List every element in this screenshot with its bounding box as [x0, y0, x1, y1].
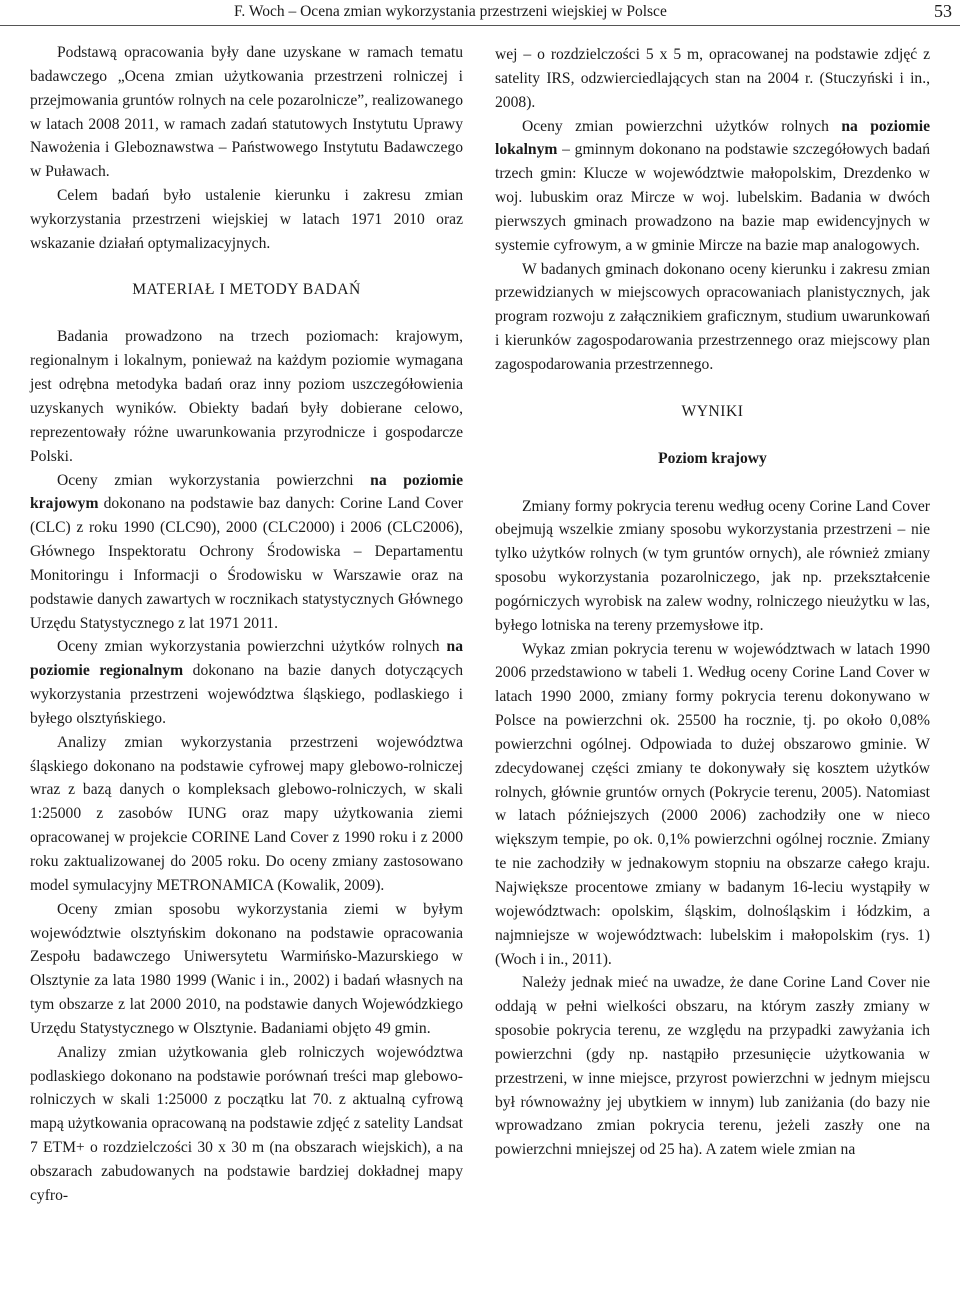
paragraph-text: Oceny zmian powierzchni użytków rolnych: [522, 117, 842, 135]
header-rule: [0, 25, 960, 26]
paragraph: wej – o rozdzielczości 5 x 5 m, opracowanej na podstawie zdjęć z satelity IRS, odzwierciedlających stan na 2004 r. (Stuczyński i in., 2008).: [495, 46, 930, 111]
paragraph: Badania prowadzono na trzech poziomach: krajowym, regionalnym i lokalnym, ponieważ na każdym poziomie wymagana jest odrębna metodyka badań oraz inny poziom uszczegółowienia uzyskanych wyników. Obiekty badań były dobierane celowo, reprezentowały różne uwarunkowania przyrodnicze i gospodarcze Polski.: [30, 328, 463, 465]
paragraph-text: Oceny zmian wykorzystania powierzchni: [57, 471, 371, 489]
paragraph: Zmiany formy pokrycia terenu według oceny Corine Land Cover obejmują wszelkie zmiany sposobu wykorzystania przestrzeni – nie tylko użytków rolnych (w tym gruntów ornych), ale również zmiany sposobu wykorzystania pozarolniczego, jak np. przekształcenie pogórniczych wyrobisk na zalew wodny, rolniczego nieużytku w las, byłego lotniska na tereny przemysłowe itp.: [495, 497, 930, 634]
paragraph-text: Oceny zmian wykorzystania powierzchni użytków rolnych: [57, 638, 447, 656]
paragraph: Analizy zmian użytkowania gleb rolniczych województwa podlaskiego dokonano na podstawie porównań treści map glebowo-rolniczych w skali 1:25000 z początku lat 70. z aktualną cyfrową mapą użytkowania opracowaną na podstawie zdjęć z satelity Landsat 7 ETM+ o rozdzielczości 30 x 30 m (na obszarach wiejskich), a na obszarach zabudowanych na podstawie bardziej dokładnej mapy cyfro-: [30, 1043, 463, 1204]
paragraph: Oceny zmian sposobu wykorzystania ziemi w byłym województwie olsztyńskim dokonano na podstawie opracowania Zespołu badawczego Uniwersytetu Warmińsko-Mazurskiego w Olsztynie za lata 1980 1999 (Wanic i in., 2002) i badań własnych na tym obszarze z lat 2000 2010, na podstawie danych Wojewódzkiego Urzędu Statystycznego w Olsztynie. Badaniami objęto 49 gmin.: [30, 900, 463, 1037]
paragraph: Analizy zmian wykorzystania przestrzeni województwa śląskiego dokonano na podstawie cyfrowej mapy glebowo-rolniczej wraz z bazą danych o kompleksach glebowo-rolniczych, w skali 1:25000 z zasobów IUNG oraz mapy użytkowania ziemi opracowanej w projekcie CORINE Land Cover z 1990 roku i z 2000 roku zaktualizowanej do 2005 roku. Do oceny zmiany zastosowano model symulacyjny METRONAMICA (Kowalik, 2009).: [30, 733, 463, 894]
paragraph: Wykaz zmian pokrycia terenu w województwach w latach 1990 2006 przedstawiono w tabeli 1. Według oceny Corine Land Cover w latach 1990 2000, zmiany formy pokrycia terenu dokonywano w Polsce na powierzchni ok. 25500 ha rocznie, tj. po około 0,08% powierzchni ogólnej. Odpowiada to dużej obszarowo gminie. W zdecydowanej części zmiany te dokonywały się kosztem użytków rolnych, głównie gruntów ornych (Pokrycie terenu, 2005). Natomiast w latach późniejszych (2000 2006) zachodziły one w nieco większym tempie, po ok. 0,1% powierzchni ogólnej rocznie. Zmiany te nie zachodziły w jednakowym stopniu na obszarze całego kraju. Największe procentowe zmiany w badanym 16-leciu wystąpiły w województwach: opolskim, śląskim, dolnośląskim i łódzkim, a najmniejsze w województwach: lubelskim i małopolskim (rys. 1) (Woch i in., 2011).: [495, 640, 930, 968]
paragraph: Celem badań było ustalenie kierunku i zakresu zmian wykorzystania przestrzeni wiejskiej w latach 1971 2010 oraz wskazanie działań optymalizacyjnych.: [30, 187, 463, 252]
paragraph-text: dokonano na bazie danych dotyczących wykorzystania przestrzeni województwa śląskiego, podlaskiego i byłego olsztyńskiego.: [30, 662, 463, 727]
section-heading-results: WYNIKI: [681, 402, 744, 420]
page-header: [0, 0, 960, 30]
subsection-heading: Poziom krajowy: [658, 449, 767, 467]
running-head: F. Woch – Ocena zmian wykorzystania przestrzeni wiejskiej w Polsce: [234, 3, 667, 20]
paragraph-text: dokonano na podstawie baz danych: Corine Land Cover (CLC) z roku 1990 (CLC90), 2000 (CLC2000) i 2006 (CLC2006), Głównego Inspektoratu Ochrony Środowiska – Departamentu Monitoringu i Informacji o Środowisku w Warszawie oraz na podstawie danych zawartych w rocznikach statystycznych Głównego Urzędu Statystycznego z lat 1971 2011.: [30, 495, 463, 632]
bold-term: na poziomie lokalnym: [495, 117, 930, 159]
left-column: [30, 41, 463, 1208]
bold-term: na poziomie regionalnym: [30, 638, 463, 680]
page-number: 53: [934, 1, 952, 21]
paragraph: Należy jednak mieć na uwadze, że dane Corine Land Cover nie oddają w pełni wielkości obszaru, na którym zaszły zmiany w sposobie pokrycia terenu, ze względu na przypadki zawyżania ich powierzchni (gdy np. nastąpiło przesunięcie użytkowania w przestrzeni, w inne miejsce, przyrost powierzchni w jednym miejscu był równoważny jej ubytkiem w innym) lub zaniżania (do bazy nie wprowadzano zmian pokrycia terenu, jeżeli zaszły one na powierzchni mniejszej od 25 ha). A zatem wiele zmian na: [495, 974, 930, 1159]
section-heading-methods: MATERIAŁ I METODY BADAŃ: [132, 280, 361, 298]
paragraph: [30, 469, 463, 636]
paragraph: [30, 635, 463, 730]
bold-term: na poziomie krajowym: [30, 471, 463, 513]
paragraph: W badanych gminach dokonano oceny kierunku i zakresu zmian przewidzianych w miejscowych opracowaniach planistycznych, jak program rozwoju z załącznikiem graficznym, studium uwarunkowań i kierunków zagospodarowania przestrzennego oraz miejscowy plan zagospodarowania przestrzennego.: [495, 260, 930, 373]
paragraph: [495, 115, 930, 258]
paragraph-text: – gminnym dokonano na podstawie szczegółowych badań trzech gmin: Klucze w województwie małopolskim, Drezdenko w woj. lubuskim oraz Mircze w woj. lubelskim. Badania w dwóch pierwszych gminach prowadzono na bazie map ewidencyjnych w systemie cyfrowym, a w gminie Mircze na bazie map analogowych.: [495, 141, 930, 254]
paragraph: Podstawą opracowania były dane uzyskane w ramach tematu badawczego „Ocena zmian użytkowania przestrzeni rolniczej i przejmowania gruntów rolnych na cele pozarolnicze”, realizowanego w latach 2008 2011, w ramach zadań statutowych Instytutu Uprawy Nawożenia i Gleboznawstwa – Państwowego Instytutu Badawczego w Puławach.: [30, 44, 463, 181]
right-column: [495, 43, 930, 1162]
